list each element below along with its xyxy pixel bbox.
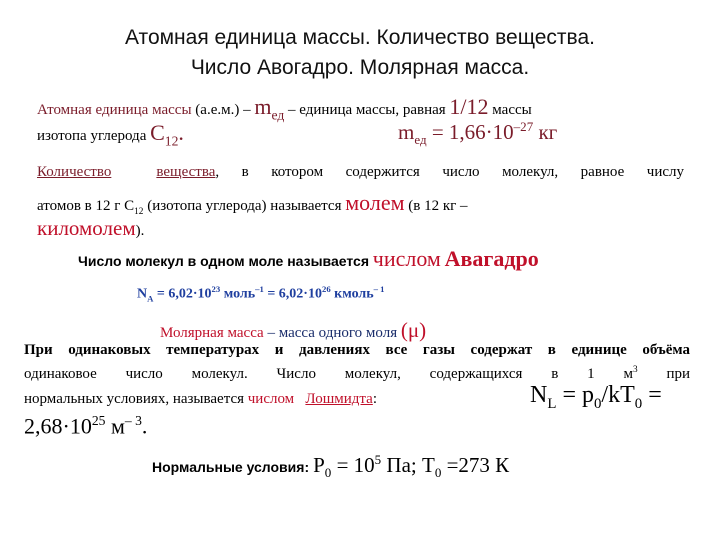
loschmidt-line-1: При одинаковых температурах и давлениях все газы содержат в единице объёма <box>24 342 690 358</box>
slide-title-line-1: Атомная единица массы. Количество вещества. <box>125 26 595 49</box>
amount-line-1 <box>37 164 684 181</box>
amu-formula: $m_{ед} = 1,66\cdot 10^{-27}$ кг <box>398 119 558 148</box>
amu-symbol: $m_{ед}$ <box>254 94 285 123</box>
amount-text-3-end: ). <box>135 223 145 239</box>
amu-definition: – единица массы, равная <box>288 102 446 118</box>
amu-line-2 <box>37 120 184 149</box>
loschmidt-line-3: нормальных условиях, называется числом Лошмидта: <box>24 391 377 407</box>
amount-text-1: , в котором содержится число молекул, равное числу <box>215 164 685 180</box>
amount-text-2c: (в 12 кг – <box>408 198 468 214</box>
amount-term-a: Количество <box>37 164 112 180</box>
amu-carbon: $C_{12}$. <box>150 120 184 149</box>
loschmidt-word-1: числом <box>247 391 295 407</box>
kmole-word: киломолем <box>37 216 136 240</box>
amount-line-3 <box>37 216 144 241</box>
amu-word-mass: массы <box>492 102 532 118</box>
molar-symbol: (μ) <box>400 318 427 342</box>
loschmidt-line-2: одинаковое число молекул. Число молекул, содержащихся в 1 $м^3$ при <box>24 365 690 382</box>
amu-abbr: (а.е.м.) – <box>195 102 251 118</box>
normal-pressure: $P_0 = 10^5$ Па; $Т_0 =273$ К <box>313 452 510 481</box>
loschmidt-text-3: нормальных условиях, называется <box>24 391 244 407</box>
normal-conditions <box>152 452 509 481</box>
avogadro-line <box>78 246 539 272</box>
avogadro-word-2: Авагадро <box>444 246 539 271</box>
mole-word: молем <box>345 190 405 215</box>
amu-fraction: 1/12 <box>449 94 489 119</box>
amount-line-2 <box>37 190 684 217</box>
amu-term: Атомная единица массы <box>37 102 192 118</box>
amount-text-2b: (изотопа углерода) называется <box>147 198 342 214</box>
amu-isotope-text: изотопа углерода <box>37 128 147 144</box>
molar-line <box>160 318 426 343</box>
avogadro-formula: $N_A = 6,02\cdot 10^{23}$ моль$^{-1}$ = $6,02\cdot 10^{26}$ кмоль$^{- 1}$ <box>137 284 385 304</box>
avogadro-word-1: числом <box>372 246 441 271</box>
molar-text: – масса одного моля <box>267 325 398 341</box>
loschmidt-value: $2,68\cdot 10^{25}$ $м^{- 3}$. <box>24 413 148 439</box>
slide-title-line-2: Число Авогадро. Молярная масса. <box>190 56 530 79</box>
normal-label: Нормальные условия: <box>152 459 310 475</box>
molar-term: Молярная масса <box>160 325 264 341</box>
loschmidt-word-2: Лошмидта <box>305 391 373 407</box>
loschmidt-formula: $N_L = p_0/kT_0$ = <box>530 382 662 412</box>
amu-line-1 <box>37 94 687 123</box>
avogadro-text: Число молекул в одном моле называется <box>78 253 369 269</box>
amount-text-2: атомов в 12 г $С_{12}$ <box>37 198 144 217</box>
amount-term-b: вещества <box>156 164 216 180</box>
